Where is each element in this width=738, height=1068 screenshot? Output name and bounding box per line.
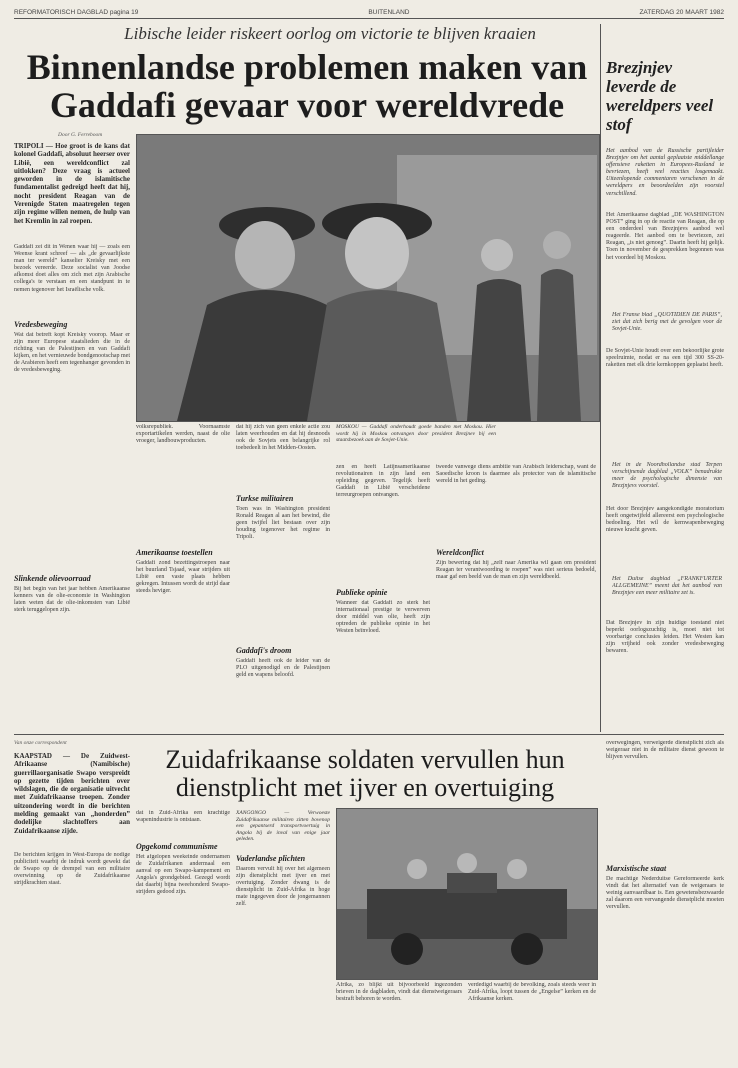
main-lead: TRIPOLI — Hoe groot is de kans dat kolonel Gaddafi, absoluut heerser over Libië, een wereldconflict zal uitlokken? Deze vraag is actueel geworden in de islamitische fundamentalist gedreigd heeft dat hij, nocht president Reagan van de Verenigde Staten maatregelen tegen zijn regime willen nemen, de hulp van het Kremlin in zal roepen. — [14, 142, 130, 225]
main-kicker: Libische leider riskeert oorlog om victorie te blijven kraaien — [124, 24, 536, 43]
masthead — [14, 6, 724, 19]
sidebar-quote2: Het in de Noordhollandse stad Terpen verschijnende dagblad „VOLK” benadrukte meer de psychologische dimensie van Brezjnjevs voorstel. — [612, 462, 722, 490]
sidebar-body: Het Amerikaanse dagblad „DE WASHINGTON POST” ging in op de reactie van Reagan, die op een onderdeel van Brezjnjevs aanbod wel reageerde. Het aanbod om te bevriezen, zei Reagan, „is niet genoeg”. Daarin heeft hij gelijk. Toen in november de gesprekken begonnen was het voordeel bij Moskou. — [606, 212, 724, 261]
second-body-col1: De berichten krijgen in West-Europa de nodige publiciteit waarbij de indruk wordt gewekt dat de Swapo op de drempel van een militaire overwinning op de Zuidafrikaanse strijdkrachten staat. — [14, 852, 130, 887]
main-body-col5: tweede vanwege diens ambitie van Arabisch leiderschap, want de Saoedische kroon is daarmee als protector van de islamitische wereld in het geding. — [436, 464, 596, 485]
subhead-olievoorraad: Slinkende olievoorraad — [14, 574, 91, 583]
subhead-publieke-opinie: Publieke opinie — [336, 588, 388, 597]
main-body-col5b: Zijn bewering dat hij „zelf naar Amerika wil gaan om president Reagan ter verantwoording te roepen” was niet serieus bedoeld, maar gaf een beeld van de man en zijn wereldbeeld. — [436, 560, 596, 581]
subhead-vredesbeweging: Vredesbeweging — [14, 320, 68, 329]
masthead-section: BUITENLAND — [368, 8, 410, 16]
subhead-marxistische-staat: Marxistische staat — [606, 864, 667, 873]
subhead-gaddafis-droom: Gaddafi's droom — [236, 646, 292, 655]
main-body-col2b: Gaddafi zond bezettingstroepen naar het buurland Tsjaad, waar strijders uit Libië een vaste plaats hebben gekregen. Intussen wordt de strijd daar steeds heviger. — [136, 560, 230, 595]
sidebar-quote3: Het Duitse dagblad „FRANKFURTER ALLGEMEINE” meent dat het aanbod van Brezjnjev een meer militaire zet is. — [612, 576, 722, 597]
soldiers-illustration — [337, 809, 597, 979]
main-body-col4b: Wanneer dat Gaddafi zo sterk het internationaal prestige te verwerven door middel van olie, heeft zijn optreden de publieke opinie in het Westen beïnvloed. — [336, 600, 430, 635]
main-body-col3: dat hij zich van geen enkele actie zou laten weerhouden en dat hij desnoods ook de Sovjets een belangrijke rol toebedeelt in het Midden-Oosten. — [236, 424, 330, 452]
second-photo-caption: XANGONGO — Verwoeste Zuidafrikaanse militairen zitten bovenop een gepantserd transportvoertuig in Angola bij de inval van enige jaar geleden. — [236, 810, 330, 842]
second-sidebar-body2: De machtige Nederduitse Gereformeerde kerk vindt dat het alternatief van de weigeraars te weinig aanvaardbaar is. Een gewetensbezwaarde zal daarom een vervangende dienstplicht moeten vervullen. — [606, 876, 724, 911]
subhead-amerikaanse-toestellen: Amerikaanse toestellen — [136, 548, 213, 557]
sidebar-body4: Dat Brezjnjev in zijn huidige toestand niet beperkt oorlogszuchtig is, moet niet tot voorbarige conclusies leiden. Het Westen kan zijn vrijheid ook zonder vredesbeweging bewaren. — [606, 620, 724, 655]
main-photo-caption: MOSKOU — Gaddafi onderhoudt goede banden met Moskou. Hier wordt hij in Moskou ontvangen door president Brezjnev bij een staatsbezoek aan de Sovjet-Unie. — [336, 424, 496, 443]
sidebar-intro: Het aanbod van de Russische partijleider Brezjnjev om het aantal geplaatste middellange offensieve raketten in Europees-Rusland te bevriezen, heeft veel reacties losgemaakt. Uiteenlopende commentaren verschenen in de wereldpers en beoordeelden zijn voorstel verschillend. — [606, 148, 724, 197]
second-note: Van onze correspondent — [14, 740, 67, 746]
subhead-opgekomd-communisme: Opgekomd communisme — [136, 842, 218, 851]
subhead-vaderlandse-plichten: Vaderlandse plichten — [236, 854, 306, 863]
masthead-date: ZATERDAG 20 MAART 1982 — [639, 8, 724, 16]
main-byline: Door G. Ferreboom — [58, 132, 103, 138]
sidebar-body3: Het door Brezjnjev aangekondigde moratorium heeft ongetwijfeld allereerst een psychologische bedoeling. Het wil de kernwapenbeweging nieuwe kracht geven. — [606, 506, 724, 534]
main-body-col3b: Toen was in Washington president Ronald Reagan al aan het bewind, die geen twijfel liet bestaan over zijn houding tegenover het regime in Tripoli. — [236, 506, 330, 541]
photo-illustration — [137, 135, 599, 421]
second-body-col2: dat in Zuid-Afrika een krachtige wapenindustrie is ontstaan. — [136, 810, 230, 824]
main-body-col1b: Wat dat betreft kopt Kreisky voorop. Maar er zijn meer Europese staatslieden die in de richting van de Palestijnen en van Gaddafi kijken, en het vernieuwde bondgenootschap met de Arabieren heeft een tegenhanger gevonden in de vredesbeweging. — [14, 332, 130, 374]
main-headline: Binnenlandse problemen maken van Gaddafi gevaar voor wereldvrede — [26, 47, 588, 125]
second-body-col5: verdedigd waarbij de bevolking, zoals steeds weer in Zuid-Afrika, loopt tussen de „Engelse” kerken en de Afrikaanse kerken. — [468, 982, 596, 1003]
subhead-turkse-militairen: Turkse militairen — [236, 494, 294, 503]
second-body-col2b: Het afgelopen weekeinde ondernamen de Zuidafrikanen andermaal een aanval op een Swapo-kampement en Angola's grondgebied. Gezegd wordt dat daarbij bijna tweehonderd Swapo-strijders gedood zijn. — [136, 854, 230, 896]
main-body-col1c: Bij het begin van het jaar hebben Amerikaanse kenners van de olie-economie in Washington laten weten dat de olie-inkomsten van Libië sterk teruggelopen zijn. — [14, 586, 130, 614]
sidebar-headline: Brezjnjev leverde de wereldpers veel stof — [606, 58, 714, 134]
second-body-col4: Afrika, zo blijkt uit bijvoorbeeld ingezonden brieven in de dagbladen, vindt dat dienstweigeraars bestraft behoren te worden. — [336, 982, 462, 1003]
main-body-col2: volksrepubliek. Voornaamste exportartikelen werden, naast de olie vroeger, landbouwproducten. — [136, 424, 230, 445]
soldiers-photo — [336, 808, 598, 980]
second-headline: Zuidafrikaanse soldaten vervullen hun dienstplicht met ijver en overtuiging — [165, 745, 565, 802]
masthead-paper: REFORMATORISCH DAGBLAD pagina 19 — [14, 8, 139, 16]
main-body-col3c: Gaddafi heeft ook de leider van de PLO uitgenodigd en de Palestijnen geld en wapens beloofd. — [236, 658, 330, 679]
main-body-col4: zen en heeft Latijnsamerikaanse revolutionairen in zijn land een opleiding gegeven. Tegelijk heeft Gaddafi in Libië verscheidene terreurgroepen ontvangen. — [336, 464, 430, 499]
sidebar-quote1: Het Franse blad „QUOTIDIEN DE PARIS”, ziet dat zich berig met de gevolgen voor de Sovjet-Unie. — [612, 312, 722, 333]
subhead-wereldconflict: Wereldconflict — [436, 548, 484, 557]
sidebar-body2: De Sovjet-Unie houdt over een bekoorlijke grote speelruimte, nodat er na een tijd 300 SS-20-raketten met elk drie kernkoppen geplaatst heeft. — [606, 348, 724, 369]
main-body-col1: Gaddafi zei dit in Wenen waar hij — zoals een Weense krant schreef — als „de gevaarlijkste man ter wereld” kanselier Kreisky met een bezoek vereerde. Deze socialist van Joodse afkomst doet alles om zich met zijn Arabische collega's te verstaan en een standpunt in te nemen tegenover het Israëlische volk. — [14, 244, 130, 293]
second-lead: KAAPSTAD — De Zuidwest-Afrikaanse (Namibische) guerrillaorganisatie Swapo verspreidt op gezette tijden berichten over wildslagen, die de organisatie uitvecht met Zuidafrikaanse troepen. Zonder uitzondering wordt in die berichten melding gemaakt van „honderden” dodelijke slachtoffers aan Zuidafrikaanse zijde. — [14, 752, 130, 835]
column-rule — [600, 24, 601, 732]
second-sidebar-body: overwegingen, verweigerde dienstplicht zich als weigeraar niet in de militaire dienst gewoon te blijven vervullen. — [606, 740, 724, 761]
second-body-col3: Daarom vervult hij over het algemeen zijn dienstplicht met ijver en met overtuiging. Zonder dwang is de dienstplicht in Zuid-Afrika in hoge mate ingegeven door de jongemannen zelf. — [236, 866, 330, 908]
section-rule — [14, 734, 724, 735]
gaddafi-brezhnev-photo — [136, 134, 600, 422]
